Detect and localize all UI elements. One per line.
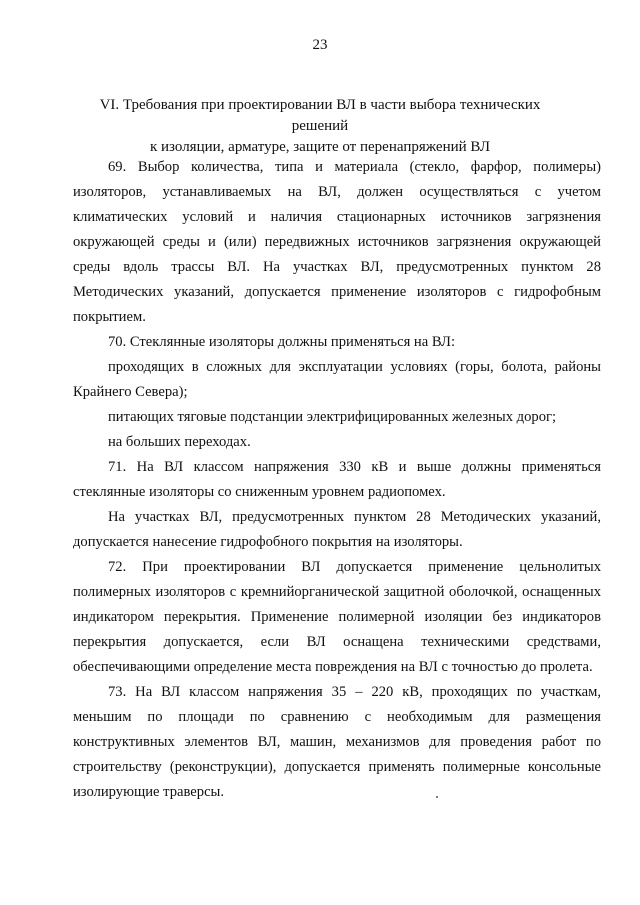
paragraph-71: 71. На ВЛ классом напряжения 330 кВ и выше должны применяться стеклянные изоляторы со сниженным уровнем радиопомех. [73, 459, 601, 500]
paragraph-70-item-2: питающих тяговые подстанции электрифицированных железных дорог; [108, 409, 557, 425]
paragraph-73: 73. На ВЛ классом напряжения 35 – 220 кВ, проходящих по участкам, меньшим по площади по сравнению с необходимым для размещения конструктивных элементов ВЛ, машин, механизмов для проведения работ по строительству (реконструкции), допускается применять полимерные консольные изолирующие траверсы. [73, 684, 601, 800]
section-title [90, 95, 550, 158]
paragraph-71-note: На участках ВЛ, предусмотренных пунктом 28 Методических указаний, допускается нанесение гидрофобного покрытия на изоляторы. [73, 509, 601, 550]
page-number: 23 [312, 37, 328, 53]
paragraph-70-item-3: на больших переходах. [108, 434, 251, 450]
section-title-line-2: к изоляции, арматуре, защите от перенапряжений ВЛ [149, 139, 491, 155]
paragraph-70: 70. Стеклянные изоляторы должны применяться на ВЛ: [108, 334, 455, 350]
paragraph-70-item-1: проходящих в сложных для эксплуатации условиях (горы, болота, районы Крайнего Севера); [73, 359, 601, 400]
section-title-line-1: VI. Требования при проектировании ВЛ в части выбора технических решений [99, 97, 541, 134]
scan-speck [436, 796, 438, 798]
paragraph-72: 72. При проектировании ВЛ допускается применение цельнолитых полимерных изоляторов с кремнийорганической защитной оболочкой, оснащенных индикатором перекрытия. Применение полимерной изоляции без индикаторов перекрытия допускается, если ВЛ оснащена техническими средствами, обеспечивающими определение места повреждения на ВЛ с точностью до пролета. [73, 559, 601, 675]
paragraph-69: 69. Выбор количества, типа и материала (стекло, фарфор, полимеры) изоляторов, устанавливаемых на ВЛ, должен осуществляться с учетом климатических условий и наличия стационарных источников загрязнения окружающей среды и (или) передвижных источников загрязнения окружающей среды вдоль трассы ВЛ. На участках ВЛ, предусмотренных пунктом 28 Методических указаний, допускается применение изоляторов с гидрофобным покрытием. [73, 159, 601, 325]
body-text [73, 155, 601, 805]
